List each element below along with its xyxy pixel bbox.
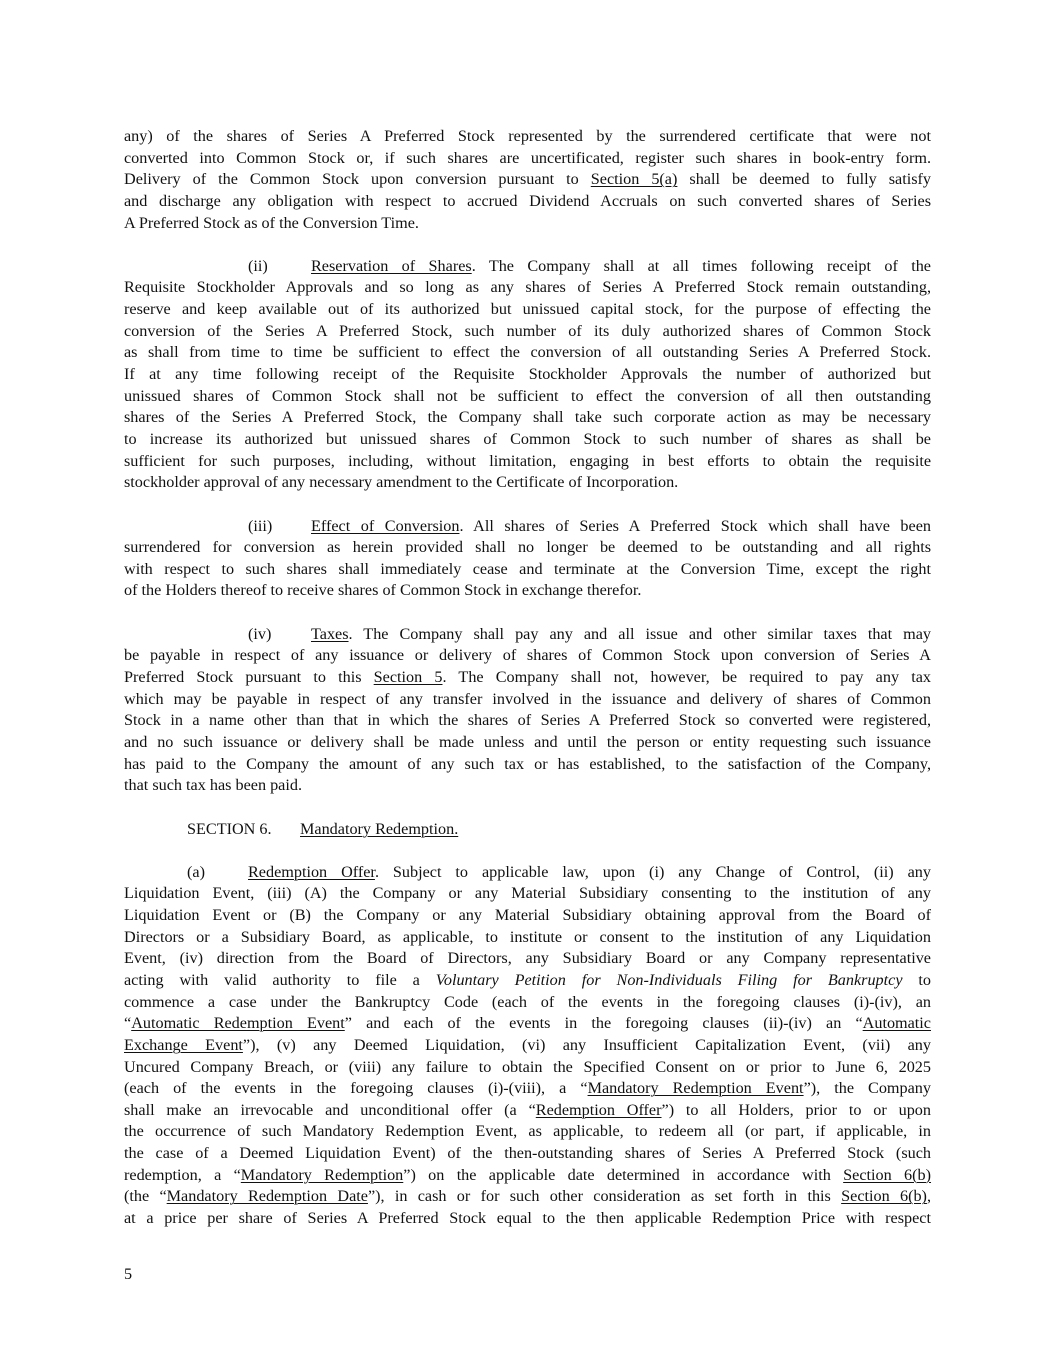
- text-run: Directors or a Subsidiary Board, as applicable, to institute or consent to the institution of any Liquidation: [124, 927, 931, 946]
- text-run: ”), in cash or for such other consideration as set forth in this: [367, 1187, 842, 1206]
- underlined-term: Section 6(b): [843, 1165, 932, 1184]
- text-run: has paid to the Company the amount of any such tax or has established, to the satisfaction of the Company,: [124, 754, 931, 773]
- text-run: commence a case under the Bankruptcy Code (each of the events in the foregoing clauses (i)-(iv), an: [124, 992, 931, 1011]
- text-run: that such tax has been paid.: [124, 776, 303, 795]
- text-line: [124, 992, 931, 1014]
- text-line: [124, 472, 931, 494]
- text-run: which may be payable in respect of any transfer involved in the issuance and delivery of shares of Common: [124, 689, 931, 708]
- text-line: [124, 126, 931, 148]
- text-line: [124, 451, 931, 473]
- text-line: [124, 1013, 931, 1035]
- text-run: (each of the events in the foregoing clauses (i)-(viii), a “: [124, 1079, 588, 1098]
- italic-term: Voluntary Petition for Non-Individuals Filing for Bankruptcy: [435, 970, 903, 989]
- text-run: the occurrence of such Mandatory Redemption Event, as applicable, to redeem all (or part, if applicable, in: [124, 1122, 931, 1141]
- text-line: [124, 970, 931, 992]
- text-run: and discharge any obligation with respect to accrued Dividend Accruals on such converted shares of Series: [124, 191, 931, 210]
- text-line: [124, 732, 931, 754]
- underlined-term: Section 6(b): [841, 1187, 927, 1206]
- paragraph-label: (iii): [248, 516, 273, 535]
- text-run: ”), (v) any Deemed Liquidation, (vi) any Insufficient Capitalization Event, (vii) any: [242, 1035, 931, 1054]
- text-run: Preferred Stock pursuant to this: [124, 668, 374, 687]
- text-run: Requisite Stockholder Approvals and so long as any shares of Series A Preferred Stock remain outstanding,: [124, 278, 931, 297]
- text-run: of the Holders thereof to receive shares of Common Stock in exchange therefor.: [124, 581, 642, 600]
- text-run: . The Company shall at all times following receipt of the: [471, 256, 931, 275]
- paragraph: [124, 624, 931, 797]
- underlined-term: Effect of Conversion: [311, 516, 460, 535]
- text-line: [124, 256, 931, 278]
- text-line: [124, 516, 931, 538]
- text-run: sufficient for such purposes, including, without limitation, engaging in best efforts to obtain the requisite: [124, 451, 931, 470]
- text-line: [124, 1057, 931, 1079]
- underlined-term: Section 5(a): [590, 170, 678, 189]
- text-run: stockholder approval of any necessary amendment to the Certificate of Incorporation.: [124, 473, 679, 492]
- text-line: [124, 169, 931, 191]
- paragraph: [124, 862, 931, 1230]
- underlined-term: Mandatory Redemption: [240, 1165, 404, 1184]
- text-run: shall make an irrevocable and unconditional offer (a “: [124, 1100, 536, 1119]
- text-line: [124, 905, 931, 927]
- text-run: any) of the shares of Series A Preferred Stock represented by the surrendered certificate that were not: [124, 127, 931, 145]
- text-run: acting with valid authority to file a: [124, 970, 436, 989]
- text-run: . The Company shall pay any and all issue and other similar taxes that may: [348, 624, 931, 643]
- text-line: [124, 321, 931, 343]
- text-run: the case of a Deemed Liquidation Event) of the then-outstanding shares of Series A Preferred Stock (such: [124, 1144, 931, 1163]
- underlined-term: Reservation of Shares: [311, 256, 472, 275]
- text-line: [124, 883, 931, 905]
- text-run: to: [902, 970, 932, 989]
- underlined-term: Exchange Event: [124, 1035, 243, 1054]
- text-line: [124, 927, 931, 949]
- text-line: [124, 277, 931, 299]
- text-run: reserve and keep available out of its authorized but unissued capital stock, for the purpose of effecting the: [124, 300, 931, 319]
- underlined-term: Redemption Offer: [248, 862, 375, 881]
- text-line: [124, 148, 931, 170]
- text-run: and no such issuance or delivery shall be made unless and until the person or entity requesting such issuance: [124, 732, 931, 751]
- text-run: conversion of the Series A Preferred Stock, such number of its duly authorized shares of Common Stock: [124, 321, 931, 340]
- text-line: [124, 819, 931, 841]
- text-line: [124, 862, 931, 884]
- text-line: [124, 342, 931, 364]
- text-line: [124, 580, 931, 602]
- text-run: converted into Common Stock or, if such shares are uncertificated, register such shares in book-entry form.: [124, 148, 931, 167]
- text-run: . Subject to applicable law, upon (i) any Change of Control, (ii) any: [374, 862, 931, 881]
- text-run: redemption, a “: [124, 1165, 241, 1184]
- underlined-term: Taxes: [311, 624, 349, 643]
- text-run: unissued shares of Common Stock shall not be sufficient to effect the conversion of all then outstanding: [124, 386, 931, 405]
- paragraph-label: SECTION 6.: [187, 819, 272, 838]
- text-run: at a price per share of Series A Preferred Stock equal to the then applicable Redemption Price with respect: [124, 1209, 931, 1228]
- text-run: Liquidation Event, (iii) (A) the Company or any Material Subsidiary consenting to the institution of any: [124, 884, 931, 903]
- text-line: [124, 537, 931, 559]
- text-line: [124, 429, 931, 451]
- paragraph-label: (iv): [248, 624, 272, 643]
- document-body: [124, 126, 931, 1251]
- paragraph: [124, 256, 931, 494]
- text-run: with respect to such shares shall immediately cease and terminate at the Conversion Time, except the right: [124, 559, 931, 578]
- paragraph: [124, 126, 931, 234]
- text-run: Delivery of the Common Stock upon conversion pursuant to: [124, 170, 591, 189]
- text-line: [124, 775, 931, 797]
- text-line: [124, 1165, 931, 1187]
- text-line: [124, 667, 931, 689]
- text-line: [124, 559, 931, 581]
- text-run: . The Company shall not, however, be required to pay any tax: [442, 668, 932, 687]
- text-line: [124, 191, 931, 213]
- text-run: ,: [926, 1187, 931, 1206]
- underlined-term: Redemption Offer: [535, 1100, 662, 1119]
- text-run: Event, (iv) direction from the Board of Directors, any Subsidiary Board or any Company representative: [124, 949, 931, 968]
- text-line: [124, 624, 931, 646]
- text-line: [124, 754, 931, 776]
- text-run: be payable in respect of any issuance or delivery of shares of Common Stock upon conversion of Series A: [124, 646, 931, 665]
- underlined-term: Mandatory Redemption.: [300, 819, 459, 838]
- text-line: [124, 1035, 931, 1057]
- text-line: [124, 1186, 931, 1208]
- text-run: “: [124, 1014, 132, 1033]
- text-run: surrendered for conversion as herein provided shall no longer be deemed to be outstanding and all rights: [124, 538, 931, 557]
- section-heading: [124, 819, 931, 841]
- text-line: [124, 1100, 931, 1122]
- paragraph-label: (a): [187, 862, 205, 881]
- text-line: [124, 386, 931, 408]
- text-line: [124, 407, 931, 429]
- underlined-term: Section 5: [373, 668, 443, 687]
- page-number: 5: [124, 1265, 133, 1283]
- text-line: [124, 1208, 931, 1230]
- text-run: to increase its authorized but unissued shares of Common Stock to such number of shares as shall be: [124, 429, 931, 448]
- underlined-term: Mandatory Redemption Date: [166, 1187, 368, 1206]
- text-run: ”), the Company: [803, 1079, 931, 1098]
- text-run: If at any time following receipt of the Requisite Stockholder Approvals the number of authorized but: [124, 365, 931, 384]
- paragraph: [124, 516, 931, 603]
- text-run: Stock in a name other than that in which the shares of Series A Preferred Stock so converted were registered,: [124, 711, 931, 730]
- text-run: Liquidation Event or (B) the Company or any Material Subsidiary obtaining approval from the Board of: [124, 906, 931, 925]
- text-line: [124, 645, 931, 667]
- text-run: A Preferred Stock as of the Conversion Time.: [124, 213, 419, 232]
- underlined-term: Mandatory Redemption Event: [587, 1079, 804, 1098]
- text-line: [124, 213, 931, 235]
- text-line: [124, 1121, 931, 1143]
- text-run: Uncured Company Breach, or (viii) any failure to obtain the Specified Consent on or prior to June 6, 2025: [124, 1057, 931, 1076]
- underlined-term: Automatic Redemption Event: [131, 1014, 345, 1033]
- text-line: [124, 1078, 931, 1100]
- text-line: [124, 1143, 931, 1165]
- text-run: ” and each of the events in the foregoing clauses (ii)-(iv) an “: [344, 1014, 863, 1033]
- text-line: [124, 689, 931, 711]
- text-run: shares of the Series A Preferred Stock, the Company shall take such corporate action as may be necessary: [124, 408, 931, 427]
- text-run: . All shares of Series A Preferred Stock which shall have been: [459, 516, 931, 535]
- text-run: (the “: [124, 1187, 167, 1206]
- text-run: ”) to all Holders, prior to or upon: [661, 1100, 931, 1119]
- paragraph-label: (ii): [248, 256, 268, 275]
- text-run: ”) on the applicable date determined in accordance with: [403, 1165, 844, 1184]
- text-line: [124, 364, 931, 386]
- underlined-term: Automatic: [862, 1014, 931, 1033]
- text-line: [124, 710, 931, 732]
- text-line: [124, 299, 931, 321]
- text-run: shall be deemed to fully satisfy: [677, 170, 931, 189]
- text-run: as shall from time to time be sufficient to effect the conversion of all outstanding Series A Preferred Stock.: [124, 343, 931, 362]
- text-line: [124, 948, 931, 970]
